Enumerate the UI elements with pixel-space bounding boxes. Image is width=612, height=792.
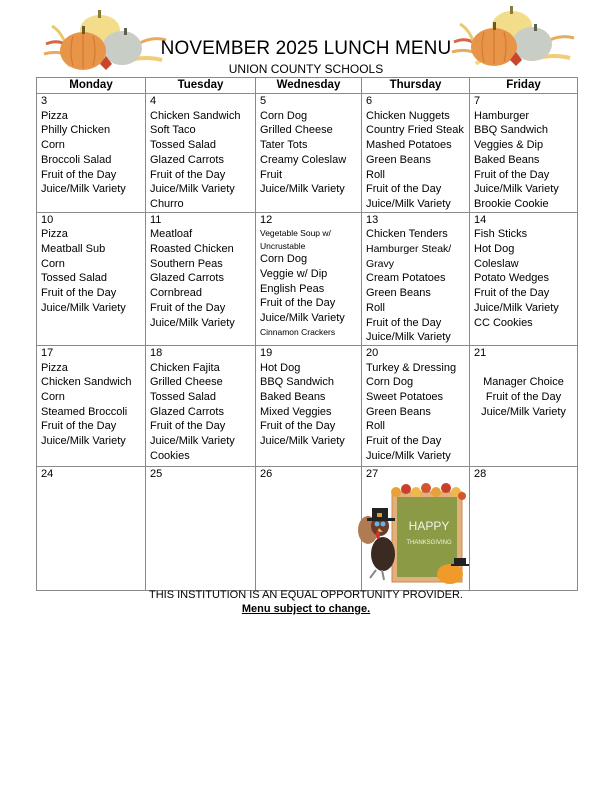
- day-cell: [362, 212, 470, 345]
- menu-item: Tater Tots: [260, 139, 308, 152]
- week-row: [37, 212, 578, 345]
- lunch-menu-table: [36, 77, 578, 591]
- menu-item: Steamed Broccoli: [41, 405, 128, 418]
- day-cell: [37, 345, 146, 466]
- menu-item: Fruit of the Day: [150, 420, 226, 433]
- menu-item: Grilled Cheese: [150, 376, 223, 389]
- menu-item: Fruit of the Day: [474, 287, 550, 300]
- day-number: 3: [41, 95, 48, 107]
- menu-item: Juice/Milk Variety: [41, 301, 126, 314]
- day-cell: [256, 94, 362, 213]
- menu-item: Pizza: [41, 109, 68, 122]
- menu-item: Pizza: [41, 361, 68, 374]
- day-number: 20: [366, 346, 379, 359]
- day-cell: [256, 345, 362, 466]
- menu-item: Cream Potatoes: [366, 272, 446, 285]
- page-title: NOVEMBER 2025 LUNCH MENU: [160, 38, 452, 59]
- menu-item: Roll: [366, 301, 385, 314]
- menu-item: Juice/Milk Variety: [366, 331, 451, 344]
- day-number: 18: [150, 346, 163, 359]
- menu-item: Sweet Potatoes: [366, 391, 444, 404]
- day-cell: [256, 466, 362, 590]
- menu-item: Juice/Milk Variety: [260, 435, 345, 448]
- menu-item: Juice/Milk Variety: [260, 183, 345, 196]
- menu-item: Fish Sticks: [474, 228, 528, 241]
- menu-item: Cornbread: [150, 287, 202, 300]
- day-cell: [470, 212, 578, 345]
- column-header-thursday: Thursday: [362, 78, 470, 94]
- day-cell: [470, 345, 578, 466]
- menu-item: Juice/Milk Variety: [366, 197, 451, 210]
- menu-item: Veggie w/ Dip: [260, 268, 328, 281]
- menu-item: Philly Chicken: [41, 124, 111, 137]
- menu-item: Baked Beans: [474, 153, 540, 166]
- week-row: [37, 94, 578, 213]
- day-cell: [362, 345, 470, 466]
- day-number: 12: [260, 213, 273, 226]
- menu-item: Hamburger Steak/: [366, 243, 452, 256]
- day-number: 25: [150, 467, 163, 480]
- menu-item: Chicken Sandwich: [41, 376, 132, 389]
- day-cell: [256, 212, 362, 345]
- menu-item: Fruit of the Day: [41, 168, 117, 181]
- menu-item: [474, 361, 577, 376]
- day-number: 21: [474, 346, 487, 359]
- menu-item: Corn Dog: [260, 109, 308, 122]
- menu-item: CC Cookies: [474, 316, 533, 329]
- sign-text-thanksgiving: THANKSGIVING: [406, 539, 452, 546]
- menu-item: Juice/Milk Variety: [481, 405, 566, 418]
- menu-item: Grilled Cheese: [260, 124, 333, 137]
- day-number: 26: [260, 467, 273, 480]
- menu-item: Fruit of the Day: [41, 420, 117, 433]
- menu-item: Corn Dog: [260, 253, 308, 266]
- menu-item: Juice/Milk Variety: [150, 435, 235, 448]
- menu-item: Tossed Salad: [150, 139, 217, 152]
- menu-item: Juice/Milk Variety: [150, 183, 235, 196]
- menu-item: Glazed Carrots: [150, 405, 224, 418]
- day-cell: [146, 94, 256, 213]
- day-cell: [362, 94, 470, 213]
- day-number: 28: [474, 467, 487, 480]
- menu-item: Fruit of the Day: [485, 391, 562, 404]
- day-cell: [362, 466, 470, 590]
- menu-item: Roll: [366, 420, 385, 433]
- menu-item: Roasted Chicken: [150, 243, 234, 256]
- menu-item: Mixed Veggies: [260, 405, 332, 418]
- day-number: 14: [474, 213, 487, 226]
- menu-item: Fruit of the Day: [150, 168, 226, 181]
- menu-item: Potato Wedges: [474, 272, 550, 285]
- menu-item: Vegetable Soup w/: [260, 228, 331, 239]
- day-cell: [146, 466, 256, 590]
- menu-item: Corn: [41, 391, 65, 404]
- menu-item: Hot Dog: [474, 243, 515, 256]
- menu-item: Juice/Milk Variety: [366, 449, 451, 462]
- day-number: 24: [41, 467, 54, 480]
- menu-item: Fruit of the Day: [260, 297, 336, 310]
- menu-item: Juice/Milk Variety: [41, 435, 126, 448]
- menu-item: Meatball Sub: [41, 243, 106, 256]
- day-number: 5: [260, 95, 267, 107]
- menu-item: Mashed Potatoes: [366, 139, 452, 152]
- menu-item: Fruit of the Day: [366, 435, 442, 448]
- menu-item: Juice/Milk Variety: [474, 183, 559, 196]
- column-header-monday: Monday: [37, 78, 146, 94]
- equal-opportunity-statement: THIS INSTITUTION IS AN EQUAL OPPORTUNITY PROVIDER.: [149, 589, 463, 601]
- column-header-tuesday: Tuesday: [146, 78, 256, 94]
- header-row: [37, 78, 578, 94]
- menu-item: Chicken Fajita: [150, 361, 220, 374]
- menu-item: Juice/Milk Variety: [474, 301, 559, 314]
- menu-change-note: Menu subject to change.: [241, 603, 371, 615]
- menu-item: Hamburger: [474, 109, 530, 122]
- menu-item: Juice/Milk Variety: [41, 183, 126, 196]
- day-cell: [146, 345, 256, 466]
- menu-item: Soft Taco: [150, 124, 196, 137]
- menu-item: Glazed Carrots: [150, 272, 224, 285]
- menu-item: Meatloaf: [150, 228, 193, 241]
- day-cell: [146, 212, 256, 345]
- menu-item: Manager Choice: [483, 376, 564, 389]
- day-number: 17: [41, 346, 54, 359]
- menu-item: Coleslaw: [474, 257, 519, 270]
- thanksgiving-turkey-sign-icon: [358, 482, 470, 590]
- day-cell: [37, 212, 146, 345]
- day-number: 4: [150, 95, 157, 107]
- day-number: 6: [366, 95, 373, 107]
- menu-item: Corn: [41, 139, 65, 152]
- menu-item: Hot Dog: [260, 361, 301, 374]
- sign-text-happy: HAPPY: [408, 518, 450, 533]
- menu-item: Green Beans: [366, 287, 431, 300]
- menu-item: Churro: [150, 197, 184, 210]
- column-header-wednesday: Wednesday: [256, 78, 362, 94]
- day-cell: [470, 466, 578, 590]
- menu-item: Brookie Cookie: [474, 197, 549, 210]
- menu-item: Fruit of the Day: [474, 168, 550, 181]
- menu-item: Fruit of the Day: [260, 420, 336, 433]
- day-cell: [470, 94, 578, 213]
- menu-item: Glazed Carrots: [150, 153, 224, 166]
- menu-item: Tossed Salad: [150, 391, 217, 404]
- menu-item: Fruit: [260, 168, 282, 181]
- menu-item: Juice/Milk Variety: [260, 312, 345, 325]
- menu-item: Corn: [41, 257, 65, 270]
- menu-item: Chicken Tenders: [366, 228, 448, 241]
- menu-item: BBQ Sandwich: [260, 376, 334, 389]
- menu-item: Fruit of the Day: [366, 183, 442, 196]
- menu-item: Uncrustable: [260, 240, 306, 251]
- menu-item: Fruit of the Day: [366, 316, 442, 329]
- column-header-friday: Friday: [470, 78, 578, 94]
- menu-item: Tossed Salad: [41, 272, 108, 285]
- menu-item: BBQ Sandwich: [474, 124, 548, 137]
- menu-item: Gravy: [366, 257, 395, 270]
- day-number: 13: [366, 213, 379, 226]
- menu-item: Broccoli Salad: [41, 153, 112, 166]
- menu-item: Southern Peas: [150, 257, 223, 270]
- menu-item: Fruit of the Day: [41, 287, 117, 300]
- menu-item: Pizza: [41, 228, 68, 241]
- menu-item: Corn Dog: [366, 376, 414, 389]
- menu-item: Fruit of the Day: [150, 301, 226, 314]
- day-number: 27: [366, 467, 379, 480]
- menu-item: Chicken Sandwich: [150, 109, 241, 122]
- menu-item: Veggies & Dip: [474, 139, 544, 152]
- day-cell: [37, 466, 146, 590]
- menu-item: Creamy Coleslaw: [260, 153, 347, 166]
- day-number: 7: [474, 95, 481, 107]
- menu-item: Cookies: [150, 449, 190, 462]
- menu-item: Juice/Milk Variety: [150, 316, 235, 329]
- menu-item: Chicken Nuggets: [366, 109, 450, 122]
- menu-item: Green Beans: [366, 405, 431, 418]
- day-cell: [37, 94, 146, 213]
- menu-item: Baked Beans: [260, 391, 326, 404]
- week-row: [37, 466, 578, 590]
- day-number: 19: [260, 346, 273, 359]
- menu-item: Country Fried Steak: [366, 124, 464, 137]
- menu-item: Cinnamon Crackers: [260, 326, 336, 337]
- week-row: [37, 345, 578, 466]
- menu-item: Turkey & Dressing: [366, 361, 457, 374]
- page-subtitle: UNION COUNTY SCHOOLS: [228, 62, 384, 76]
- day-number: 10: [41, 213, 54, 226]
- menu-item: Green Beans: [366, 153, 431, 166]
- day-number: 11: [150, 213, 162, 226]
- menu-item: English Peas: [260, 282, 325, 295]
- menu-item: Roll: [366, 168, 385, 181]
